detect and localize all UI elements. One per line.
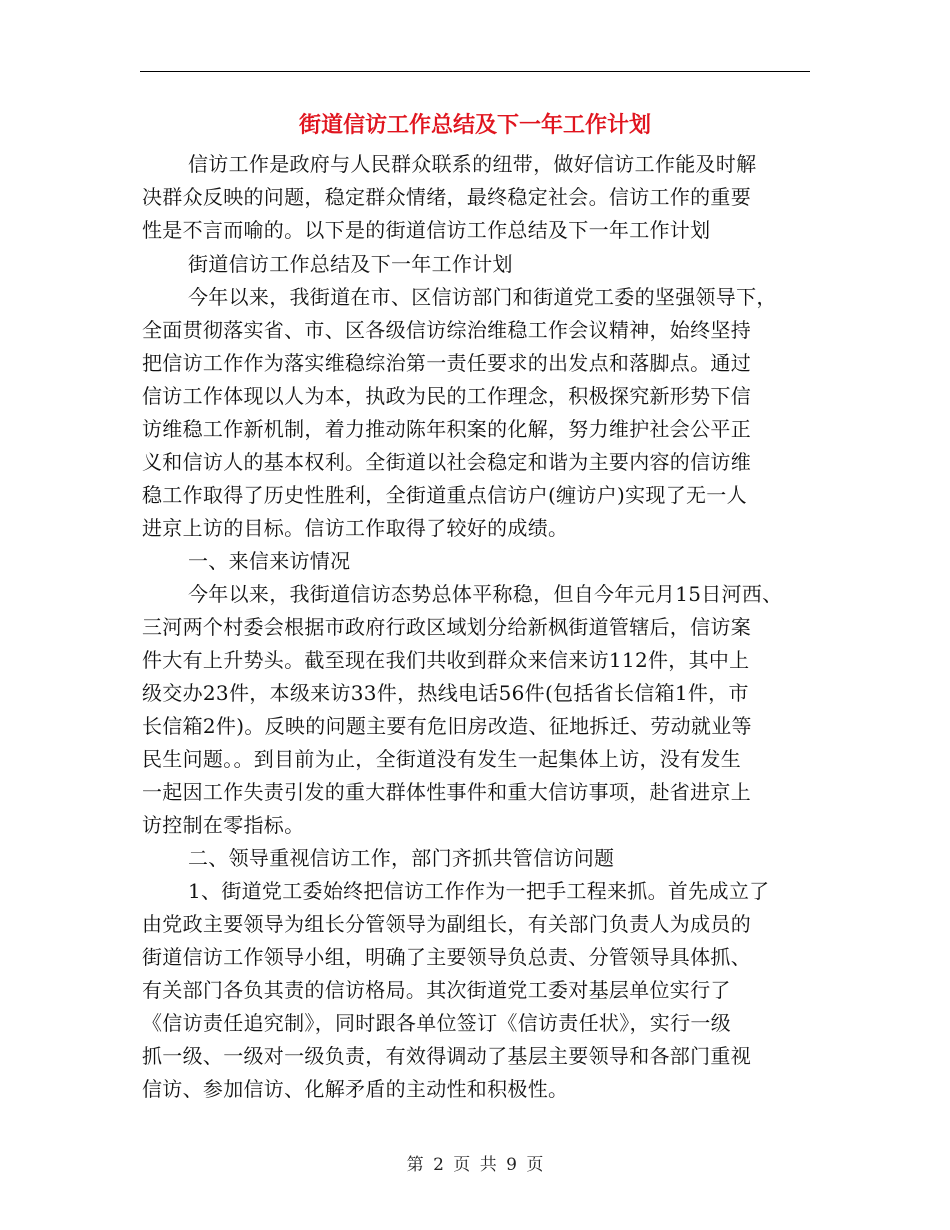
paragraph-line: 长信箱2件)。反映的问题主要有危旧房改造、征地拆迁、劳动就业等 <box>142 714 752 738</box>
paragraph-line: 民生问题。。到目前为止，全街道没有发生一起集体上访，没有发生 <box>142 747 741 771</box>
paragraph-line: 稳工作取得了历史性胜利，全街道重点信访户(缠访户)实现了无一人 <box>142 483 747 507</box>
paragraph-line: 性是不言而喻的。以下是的街道信访工作总结及下一年工作计划 <box>142 218 711 242</box>
paragraph-line: 三河两个村委会根据市政府行政区域划分给新枫街道管辖后，信访案 <box>142 615 751 639</box>
paragraph-line: 今年以来，我街道信访态势总体平称稳，但自今年元月15日河西、 <box>188 582 783 606</box>
paragraph-line: 件大有上升势头。截至现在我们共收到群众来信来访112件，其中上 <box>142 648 750 672</box>
paragraph-line: 把信访工作作为落实维稳综治第一责任要求的出发点和落脚点。通过 <box>142 351 751 375</box>
paragraph-line: 决群众反映的问题，稳定群众情绪，最终稳定社会。信访工作的重要 <box>142 185 751 209</box>
paragraph-line: 1、街道党工委始终把信访工作作为一把手工程来抓。首先成立了 <box>188 879 770 903</box>
paragraph-line: 进京上访的目标。信访工作取得了较好的成绩。 <box>142 516 569 540</box>
paragraph-line: 访维稳工作新机制，着力推动陈年积案的化解，努力维护社会公平正 <box>142 417 751 441</box>
paragraph-line: 全面贯彻落实省、市、区各级信访综治维稳工作会议精神，始终坚持 <box>142 318 751 342</box>
paragraph-line: 访控制在零指标。 <box>142 813 305 837</box>
paragraph-line: 信访工作体现以人为本，执政为民的工作理念，积极探究新形势下信 <box>142 384 751 408</box>
paragraph-line: 有关部门各负其责的信访格局。其次街道党工委对基层单位实行了 <box>142 978 731 1002</box>
document-title: 街道信访工作总结及下一年工作计划 <box>298 113 651 138</box>
paragraph-line: 抓一级、一级对一级负责，有效得调动了基层主要领导和各部门重视 <box>142 1044 751 1068</box>
paragraph-line: 义和信访人的基本权利。全街道以社会稳定和谐为主要内容的信访维 <box>142 450 751 474</box>
section-heading: 二、领导重视信访工作，部门齐抓共管信访问题 <box>188 846 615 870</box>
section-subtitle: 街道信访工作总结及下一年工作计划 <box>188 252 513 276</box>
paragraph-line: 《信访责任追究制》，同时跟各单位签订《信访责任状》，实行一级 <box>142 1011 731 1035</box>
paragraph-line: 信访工作是政府与人民群众联系的纽带，做好信访工作能及时解 <box>188 152 757 176</box>
header-rule <box>140 71 810 72</box>
paragraph-line: 今年以来，我街道在市、区信访部门和街道党工委的坚强领导下， <box>188 285 777 309</box>
page-number-footer: 第 2 页 共 9 页 <box>406 1155 544 1175</box>
paragraph-line: 级交办23件，本级来访33件，热线电话56件(包括省长信箱1件，市 <box>142 681 749 705</box>
section-heading: 一、来信来访情况 <box>188 549 351 573</box>
paragraph-line: 由党政主要领导为组长分管领导为副组长，有关部门负责人为成员的 <box>142 912 751 936</box>
paragraph-line: 一起因工作失责引发的重大群体性事件和重大信访事项，赴省进京上 <box>142 780 751 804</box>
paragraph-line: 信访、参加信访、化解矛盾的主动性和积极性。 <box>142 1077 569 1101</box>
paragraph-line: 街道信访工作领导小组，明确了主要领导负总责、分管领导具体抓、 <box>142 945 751 969</box>
